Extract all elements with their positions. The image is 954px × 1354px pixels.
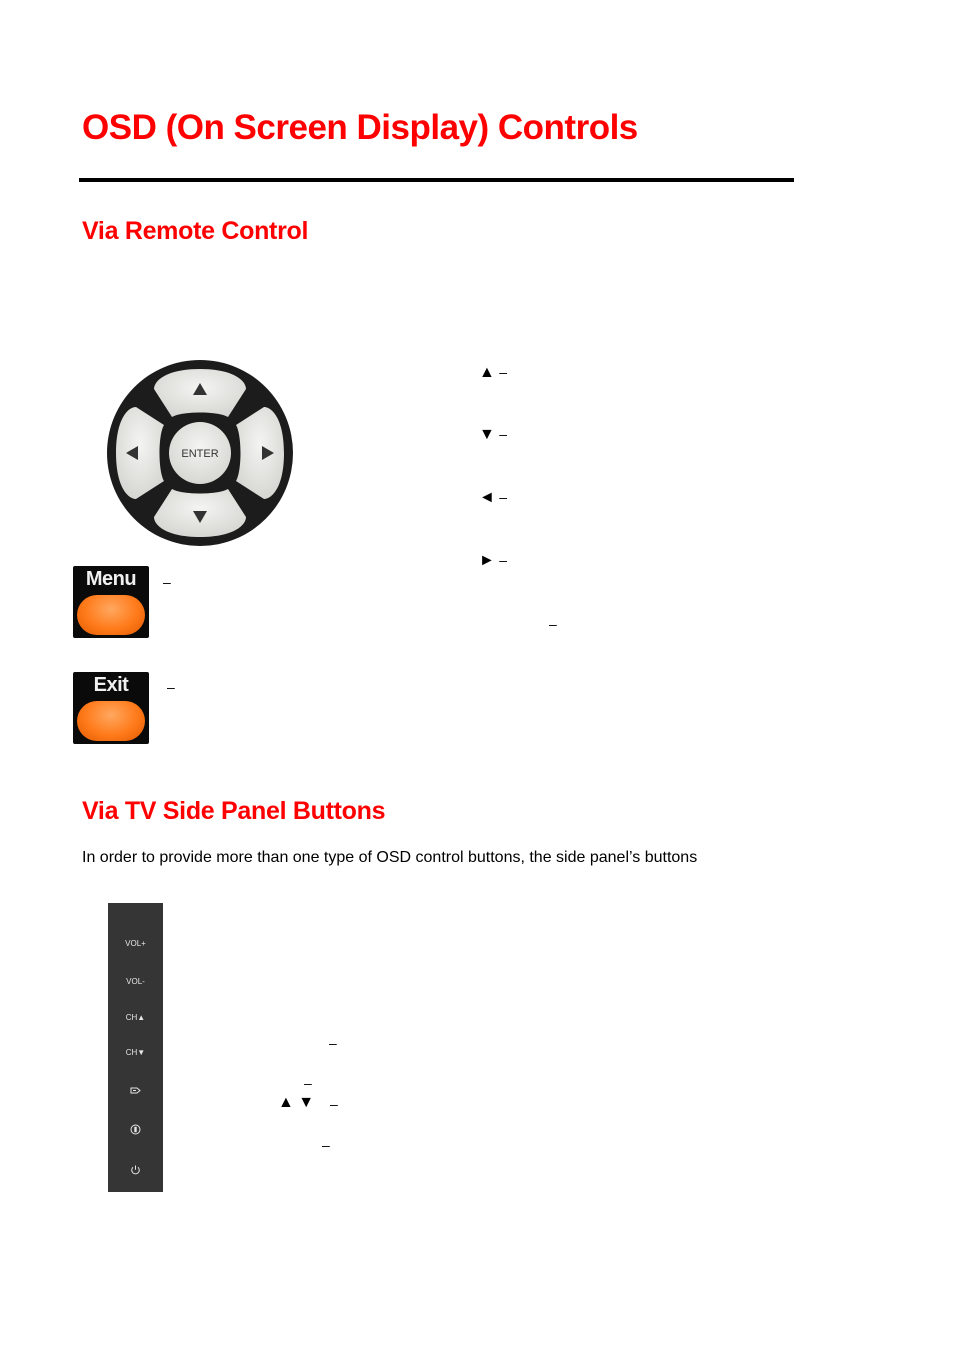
arrow-down-dash: – bbox=[499, 426, 508, 442]
arrow-left-item bbox=[479, 489, 507, 507]
arrow-right-symbol: ► bbox=[479, 552, 495, 569]
input-source-icon bbox=[129, 1084, 142, 1097]
menu-icon bbox=[129, 1123, 142, 1136]
panel-label-vol-up: VOL+ bbox=[125, 939, 146, 948]
menu-dash: – bbox=[163, 574, 171, 590]
menu-button bbox=[73, 566, 149, 638]
arrow-down-item bbox=[479, 426, 507, 444]
panel-label-vol-down: VOL- bbox=[126, 977, 145, 986]
enter-dash: – bbox=[549, 616, 557, 632]
side-panel-image bbox=[108, 903, 163, 1192]
page-title: OSD (On Screen Display) Controls bbox=[82, 108, 638, 147]
enter-label: ENTER bbox=[181, 448, 219, 460]
arrow-up-dash: – bbox=[499, 364, 508, 380]
menu-button-label: Menu bbox=[85, 568, 137, 590]
side-panel-intro: In order to provide more than one type of OSD control buttons, the side panel’s buttons bbox=[82, 849, 698, 866]
panel-desc-dash-1: – bbox=[329, 1035, 337, 1051]
panel-label-ch-up: CH▲ bbox=[125, 1013, 146, 1022]
panel-updown-symbols: ▲ ▼ bbox=[278, 1094, 315, 1111]
arrow-up-item bbox=[479, 364, 507, 382]
panel-desc-dash-4: – bbox=[322, 1137, 330, 1153]
arrow-right-dash: – bbox=[499, 552, 508, 568]
title-divider bbox=[79, 178, 794, 182]
dpad-right-button bbox=[236, 407, 284, 499]
arrow-left-dash: – bbox=[499, 489, 508, 505]
menu-button-pill bbox=[77, 595, 145, 635]
remote-dpad bbox=[106, 359, 294, 547]
arrow-left-symbol: ◄ bbox=[479, 489, 495, 506]
exit-button-pill bbox=[77, 701, 145, 741]
exit-button-label: Exit bbox=[93, 674, 129, 696]
remote-section-heading: Via Remote Control bbox=[82, 217, 309, 245]
exit-dash: – bbox=[167, 679, 175, 695]
panel-desc-dash-3: – bbox=[330, 1096, 338, 1112]
arrow-up-symbol: ▲ bbox=[479, 364, 495, 381]
panel-label-ch-down: CH▼ bbox=[125, 1048, 146, 1057]
exit-button bbox=[73, 672, 149, 744]
dpad-left-button bbox=[116, 407, 164, 499]
power-icon bbox=[129, 1163, 142, 1176]
side-panel-heading: Via TV Side Panel Buttons bbox=[82, 797, 386, 825]
arrow-down-symbol: ▼ bbox=[479, 426, 495, 443]
arrow-right-item bbox=[479, 552, 507, 570]
panel-desc-dash-2: – bbox=[304, 1075, 312, 1091]
